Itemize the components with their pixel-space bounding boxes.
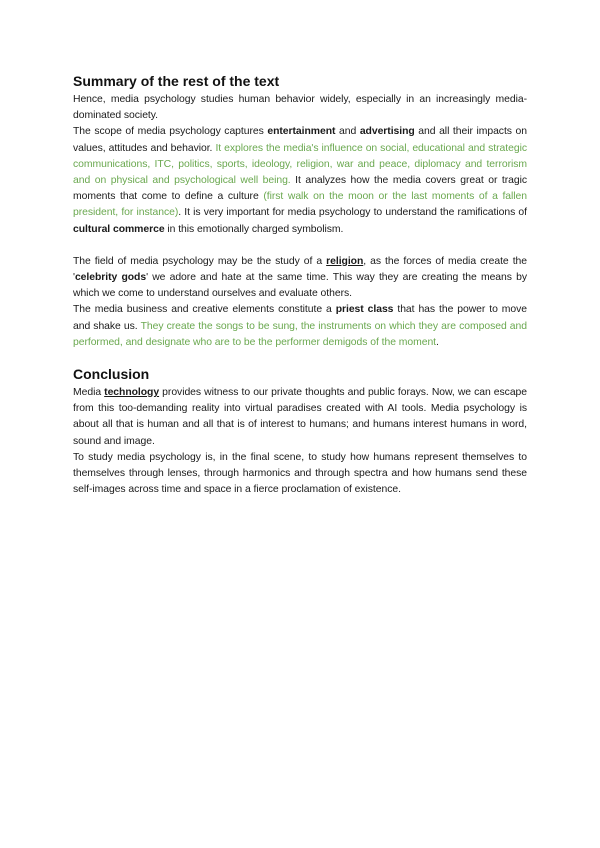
text-run: The scope of media psychology captures bbox=[73, 126, 268, 138]
bold-term-technology: technology bbox=[104, 387, 160, 399]
text-run: provides witness to our private thoughts and public forays. Now, we can escape from this too-demanding reality into virtual paradises created with AI tools. Media psychology is about all that is human and all that is of interest to humans; and humans interest humans in word, sound and image. bbox=[73, 387, 528, 447]
bold-term-cultural-commerce: cultural commerce bbox=[73, 223, 165, 235]
text-run: , as the forces of media create the ' bbox=[73, 255, 527, 284]
text-run: and all their impacts on values, attitudes and behavior. bbox=[73, 126, 527, 154]
conclusion-heading: Conclusion bbox=[73, 366, 150, 383]
text-run: in this emotionally charged symbolism. bbox=[164, 223, 344, 235]
text-run: . It is very important for media psychology to understand the ramifications of bbox=[178, 207, 527, 219]
text-run: ' we adore and hate at the same time. This way they are creating the means by which we come to understand ourselves and evaluate others. bbox=[73, 272, 527, 300]
text-run: that has the power to move and shake us. bbox=[73, 304, 527, 332]
summary-paragraph-3 bbox=[73, 254, 527, 303]
text-run: The field of media psychology may be the study of a bbox=[73, 255, 327, 267]
text-run: . bbox=[436, 336, 439, 348]
highlighted-text: They create the songs to be sung, the instruments on which they are composed and performed, and designate who are to be the performer demigods of the moment bbox=[73, 320, 527, 348]
conclusion-paragraph-2: To study media psychology is, in the final scene, to study how humans represent themselves to themselves through lenses, through harmonics and through spectra and how humans send these self-images across time and space in a fierce proclamation of existence. bbox=[73, 451, 527, 496]
text-run: It analyzes how the media covers great or tragic moments that come to define a culture bbox=[73, 175, 527, 203]
paragraph-spacer bbox=[73, 238, 527, 254]
section-spacer bbox=[73, 351, 527, 365]
bold-term-entertainment: entertainment bbox=[267, 126, 336, 138]
summary-paragraph-4 bbox=[73, 302, 527, 351]
highlighted-text: It explores the media's influence on social, educational and strategic communications, ITC, politics, sports, ideology, religion, war and peace, diplomacy and terrorism and on physical and psychological well being. bbox=[73, 142, 527, 187]
text-run: and bbox=[335, 126, 360, 138]
bold-term-advertising: advertising bbox=[359, 126, 415, 138]
highlighted-text: (first walk on the moon or the last moments of a fallen president, for instance) bbox=[73, 191, 527, 219]
text-run: The media business and creative elements constitute a bbox=[73, 304, 336, 316]
document-page bbox=[73, 72, 527, 498]
summary-heading: Summary of the rest of the text bbox=[73, 73, 280, 89]
bold-term-celebrity-gods: celebrity gods bbox=[74, 272, 147, 284]
conclusion-paragraph-1 bbox=[73, 385, 527, 450]
bold-term-priest-class: priest class bbox=[335, 304, 394, 316]
bold-term-religion: religion bbox=[326, 255, 364, 267]
summary-paragraph-2 bbox=[73, 124, 527, 237]
summary-paragraph-1: Hence, media psychology studies human behavior widely, especially in an increasingly media-dominated society. bbox=[73, 94, 527, 122]
text-run: Media bbox=[73, 387, 105, 399]
